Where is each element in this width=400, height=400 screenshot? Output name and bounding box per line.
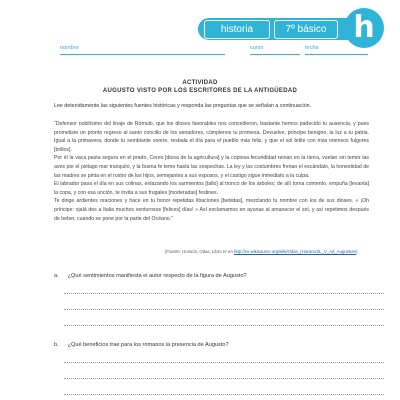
answer-line[interactable] [64, 309, 384, 310]
source-citation [165, 249, 385, 254]
student-fields [50, 45, 368, 57]
citation-prefix: (Fuente: Horacio, Odas, Libro IV en [165, 249, 235, 254]
source-paragraph: Te dirige ardientes oraciones y hace en tu honor repetidas libaciones [bebidas], mezclando tu nombre con los de sus dioses. « ¡Oh príncipe: ojalá des a Italia muchos venturosos [felices] días! » Así exclamamos en ayunas al amanecer el sol, y así repetimos después de beber, cuando se pone por la parte del Océano.” [54, 198, 369, 222]
activity-title: AUGUSTO VISTO POR LOS ESCRITORES DE LA ANTIGÜEDAD [102, 88, 298, 94]
question-letter: a. [54, 273, 59, 279]
subject-tag: historia [204, 20, 270, 39]
question-letter: b. [54, 342, 59, 348]
answer-line[interactable] [64, 394, 384, 395]
question-text: ¿Qué beneficios trae para los romanos la presencia de Augusto? [67, 342, 229, 348]
citation-suffix: ) [356, 249, 358, 254]
citation-link[interactable]: http://es.wikisource.org/wiki/Odas_(Horacio)/L_V_Ad_Augustum [234, 249, 357, 254]
question-a [54, 273, 247, 279]
date-label: fecha [305, 45, 319, 51]
date-field[interactable] [305, 54, 368, 55]
course-field[interactable] [250, 54, 300, 55]
source-paragraph: “Defensor nobilísimo del linaje de Rómulo, que los dioses favorables nos concedieron, bastante hemos padecido tu ausencia, y pues prometiste un pronto regreso al santo concilio de los senadores, cúmplenos tu promesa. Devuelve, príncipe benigno, la luz a tu patria. Igual a la primavera, donde tu semblante sonríe, resbala el día para el pueblo más feliz, y que el sol brille con más intensos fulgores [brillos]. [54, 121, 369, 153]
answer-line[interactable] [64, 293, 384, 294]
name-field[interactable] [60, 54, 225, 55]
instructions: Lee detenidamente las siguientes fuentes históricas y responda las preguntas que se señalan a continuación. [54, 103, 312, 109]
logo-icon: h [344, 8, 384, 48]
worksheet-header [0, 0, 400, 62]
answer-line[interactable] [64, 325, 384, 326]
name-label: nombre [60, 45, 79, 51]
historical-source [54, 120, 369, 223]
source-paragraph: El labrador pasa el día en sus colinas, enlazando los sarmientos [tallo] al tronco de los árboles; de allí torna contento, empuña [levanta] la copa, y con esa unción, te invita a sus frugales [moderadas] festines. [54, 181, 369, 196]
course-label: curso [250, 45, 264, 51]
question-text: ¿Qué sentimientos manifiesta el autor respecto de la figura de Augusto? [67, 273, 247, 279]
answer-line[interactable] [64, 362, 384, 363]
question-b [54, 342, 229, 348]
answer-line[interactable] [64, 378, 384, 379]
source-paragraph: Por él la vaca pasta segura en el prado, Ceres [diosa de la agricultura] y la copiosa fecundidad reinan en la tierra, vuelan sin temor las aves por el piélago mar tranquilo, y la buena fe teme hasta las sospechas. La ley y las costumbres frenan el escándalo, la honestidad de las madres se pinta en el rostro de los hijos, semejantes a sus esposos, y el castigo sigue inmediato a la culpa. [54, 155, 369, 179]
grade-tag: 7º básico [274, 20, 338, 39]
activity-label: ACTIVIDAD [182, 80, 218, 86]
